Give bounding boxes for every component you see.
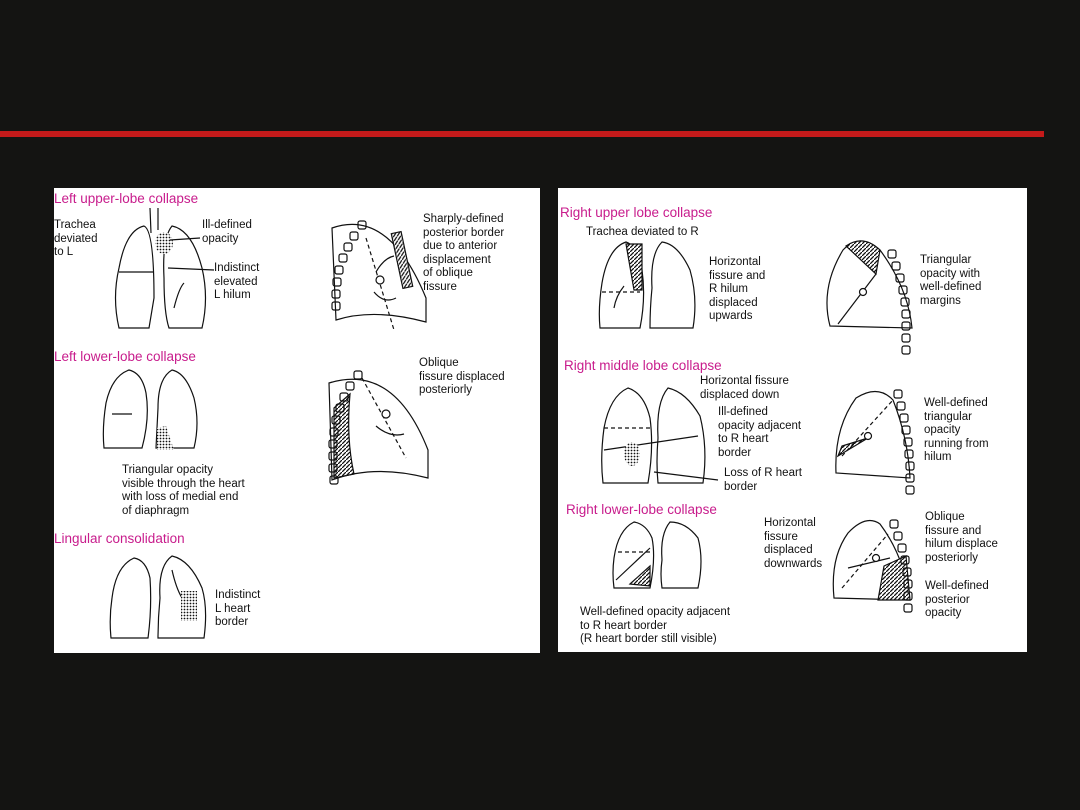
title-divider-bar [0,131,1044,137]
lll-opacity [157,426,174,450]
lll-lateral-label: Oblique fissure displaced posteriorly [419,357,505,396]
right-lobe-diagram-panel [558,188,1027,652]
left-lobe-diagram-panel [54,188,540,653]
rml-frontal-lungs [602,388,718,483]
lul-lateral-vertebrae [332,221,366,310]
rll-description: Well-defined opacity adjacent to R heart border (R heart border still visible) [580,606,731,645]
lingular-label: Indistinct L heart border [215,589,261,628]
lul-hilum-label: Indistinct elevated L hilum [214,262,260,301]
rul-trachea-label: Trachea deviated to R [586,226,699,238]
lul-heading: Left upper-lobe collapse [54,191,199,206]
rml-fissure-label: Horizontal fissure displaced down [700,375,789,401]
lll-description: Triangular opacity visible through the heart with loss of medial end of diaphragm [122,464,245,517]
lul-frontal-lungs [116,208,215,328]
rul-frontal-lungs [599,242,695,328]
lll-heading: Left lower-lobe collapse [54,349,196,364]
rml-lateral-vertebrae [894,390,914,494]
lul-opacity-label: Ill-defined opacity [202,219,252,245]
lingular-opacity [181,591,197,621]
lul-trachea-label: Trachea deviated to L [54,219,98,258]
rml-opacity-label: Ill-defined opacity adjacent to R heart border [718,406,802,459]
rul-heading: Right upper lobe collapse [560,205,713,220]
lul-lateral-view [332,224,426,330]
rll-lateral-fissure-label: Oblique fissure and hilum displace posteriorly [925,511,998,564]
rml-heading: Right middle lobe collapse [564,358,722,373]
lul-lateral-label: Sharply-defined posterior border due to anterior displacement of oblique fissure [423,213,505,293]
lll-frontal-lungs [103,370,197,448]
rul-lateral-view [827,241,912,328]
rml-lateral-label: Well-defined triangular opacity running from hilum [924,397,989,463]
rll-fissure-label: Horizontal fissure displaced downwards [764,517,823,570]
rll-frontal-lungs [613,522,701,588]
lul-opacity [155,232,173,254]
lul-opacity-pointer [170,238,200,240]
rll-lateral-opacity-label: Well-defined posterior opacity [925,580,989,619]
rml-lateral-view [836,391,910,478]
rul-fissure-label: Horizontal fissure and R hilum displaced upwards [709,256,766,322]
rml-opacity [624,442,640,466]
rll-heading: Right lower-lobe collapse [566,502,717,517]
rul-lateral-label: Triangular opacity with well-defined margins [920,254,982,307]
rml-heart-border-label: Loss of R heart border [724,467,802,493]
lingular-heading: Lingular consolidation [54,531,185,546]
